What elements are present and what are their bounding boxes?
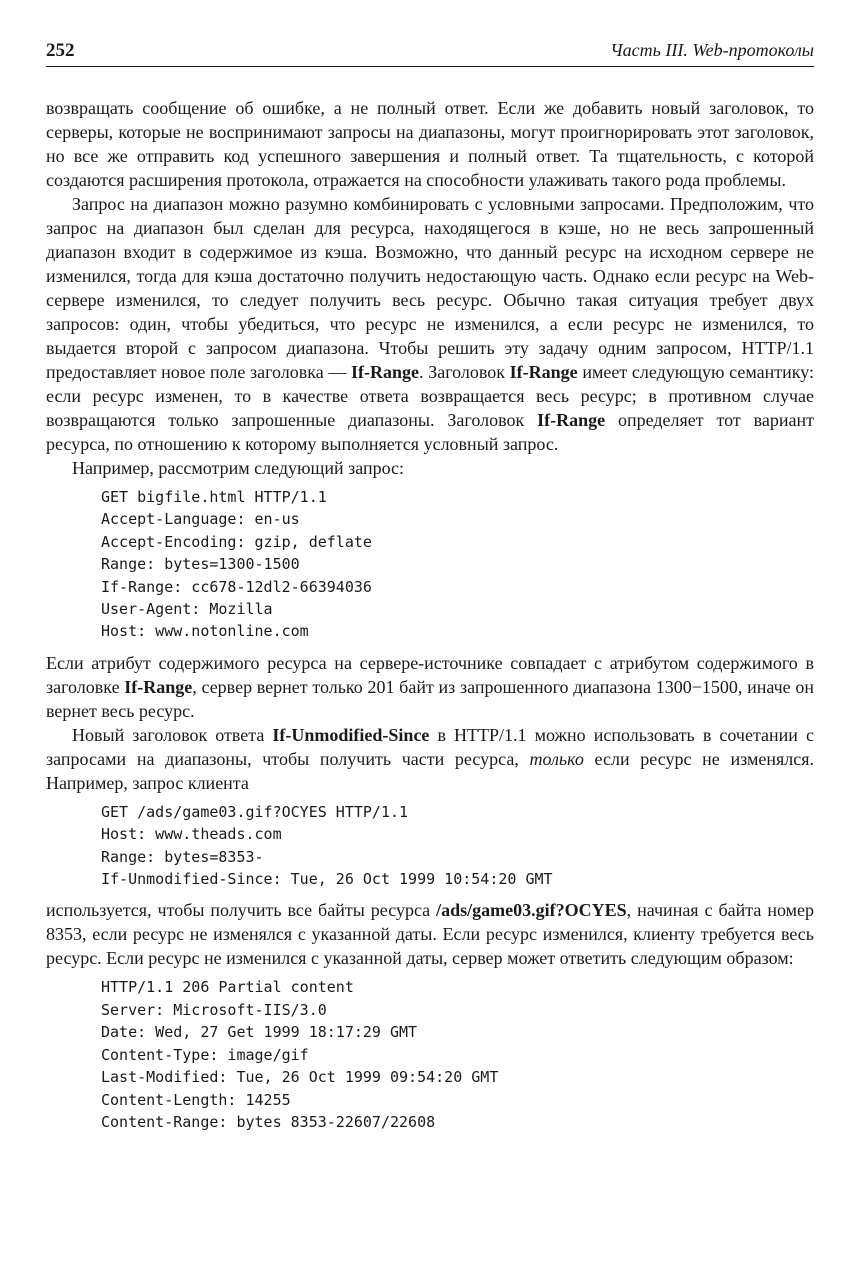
paragraph-text: в HTTP/1.1 можно использовать в сочетании с запросами на диапазоны, чтобы получить части ресурса,	[46, 724, 814, 769]
paragraph-text: Например, рассмотрим следующий запрос:	[72, 458, 405, 478]
paragraph-text: . Заголовок	[419, 362, 510, 382]
paragraph-text: определяет тот вариант ресурса, по отношению к которому выполняется условный запрос.	[46, 410, 815, 454]
paragraph-text: Запрос на диапазон можно разумно комбинировать с условными запросами. Предположим, что запрос на диапазон был сделан для ресурса, находящегося в кэше, но не весь запрошенный диапазон входит в содержимое из кэша. Возможно, что данный ресурс на исходном сервере не изменился, тогда для кэша достаточно получить недостающую часть. Однако если ресурс на Web-сервере изменился, то следует получить весь ресурс. Обычно такая ситуация требует двух запросов: один, чтобы убедиться, что ресурс не изменился, а если ресурс не изменился, то выдается второй с запросом диапазона. Чтобы решить эту задачу одним запросом, HTTP/1.1 предоставляет новое поле заголовка —	[46, 194, 814, 382]
resource-path: /ads/game03.gif?OCYES	[436, 900, 627, 921]
header-term: If-Range	[509, 362, 578, 382]
code-block-client-request: GET /ads/game03.gif?OCYES HTTP/1.1 Host: www.theads.com Range: bytes=8353- If-Unmodified-Since: Tue, 26 Oct 1999 10:54:20 GMT	[101, 802, 553, 889]
paragraph-text: , сервер вернет только 201 байт из запрошенного диапазона 1300−1500, иначе он вернет весь ресурс.	[46, 676, 814, 721]
page-body	[46, 96, 814, 1141]
code-block-request: GET bigfile.html HTTP/1.1 Accept-Language: en-us Accept-Encoding: gzip, deflate Range: bytes=1300-1500 If-Range: cc678-12dl2-66394036 User-Agent: Mozilla Host: www.notonline.com	[101, 488, 372, 641]
header-term: If-Range	[537, 410, 606, 430]
paragraph-6	[46, 898, 814, 970]
header-rule	[46, 66, 814, 67]
paragraph-5	[46, 723, 814, 795]
header-term: If-Unmodified-Since	[272, 724, 430, 745]
code-block-server-response: HTTP/1.1 206 Partial content Server: Microsoft-IIS/3.0 Date: Wed, 27 Get 1999 18:17:29 GMT Content-Type: image/gif Last-Modified: Tue, 26 Oct 1999 09:54:20 GMT Content-Length: 14255 Content-Range: bytes 8353-22607/22608	[101, 978, 499, 1131]
paragraph-text: имеет следующую семантику: если ресурс изменен, то в качестве ответа возвращается весь ресурс; в противном случае возвращаются только запрошенные диапазоны. Заголовок	[46, 362, 814, 430]
page-number: 252	[46, 40, 75, 61]
paragraph-text: Если атрибут содержимого ресурса на сервере-источнике совпадает с атрибутом содержимого в заголовке	[46, 652, 814, 697]
paragraph-text: возвращать сообщение об ошибке, а не полный ответ. Если же добавить новый заголовок, то серверы, которые не воспринимают запросы на диапазоны, могут проигнорировать этот заголовок, но все же отправить код успешного завершения и полный ответ. Та тщательность, с которой создаются расширения протокола, отражается на способности улаживать такого рода проблемы.	[46, 98, 814, 190]
header-term: If-Range	[124, 676, 193, 697]
paragraph-text: , начиная с байта номер 8353, если ресурс не изменялся с указанной даты. Если ресурс изменился, клиенту требуется весь ресурс. Если ресурс не изменился с указанной даты, сервер может ответить следующим образом:	[46, 900, 814, 969]
paragraph-2	[46, 192, 814, 456]
paragraph-text: Новый заголовок ответа	[72, 724, 273, 745]
running-title: Часть III. Web-протоколы	[610, 40, 814, 60]
paragraph-4	[46, 651, 814, 723]
paragraph-1	[46, 96, 814, 192]
header-term: If-Range	[351, 362, 420, 382]
paragraph-text: используется, чтобы получить все байты ресурса	[46, 900, 437, 921]
paragraph-text: если ресурс не изменялся. Например, запрос клиента	[46, 748, 815, 793]
paragraph-3	[46, 456, 814, 480]
emphasis-text: только	[529, 748, 584, 769]
page-header	[46, 40, 814, 64]
